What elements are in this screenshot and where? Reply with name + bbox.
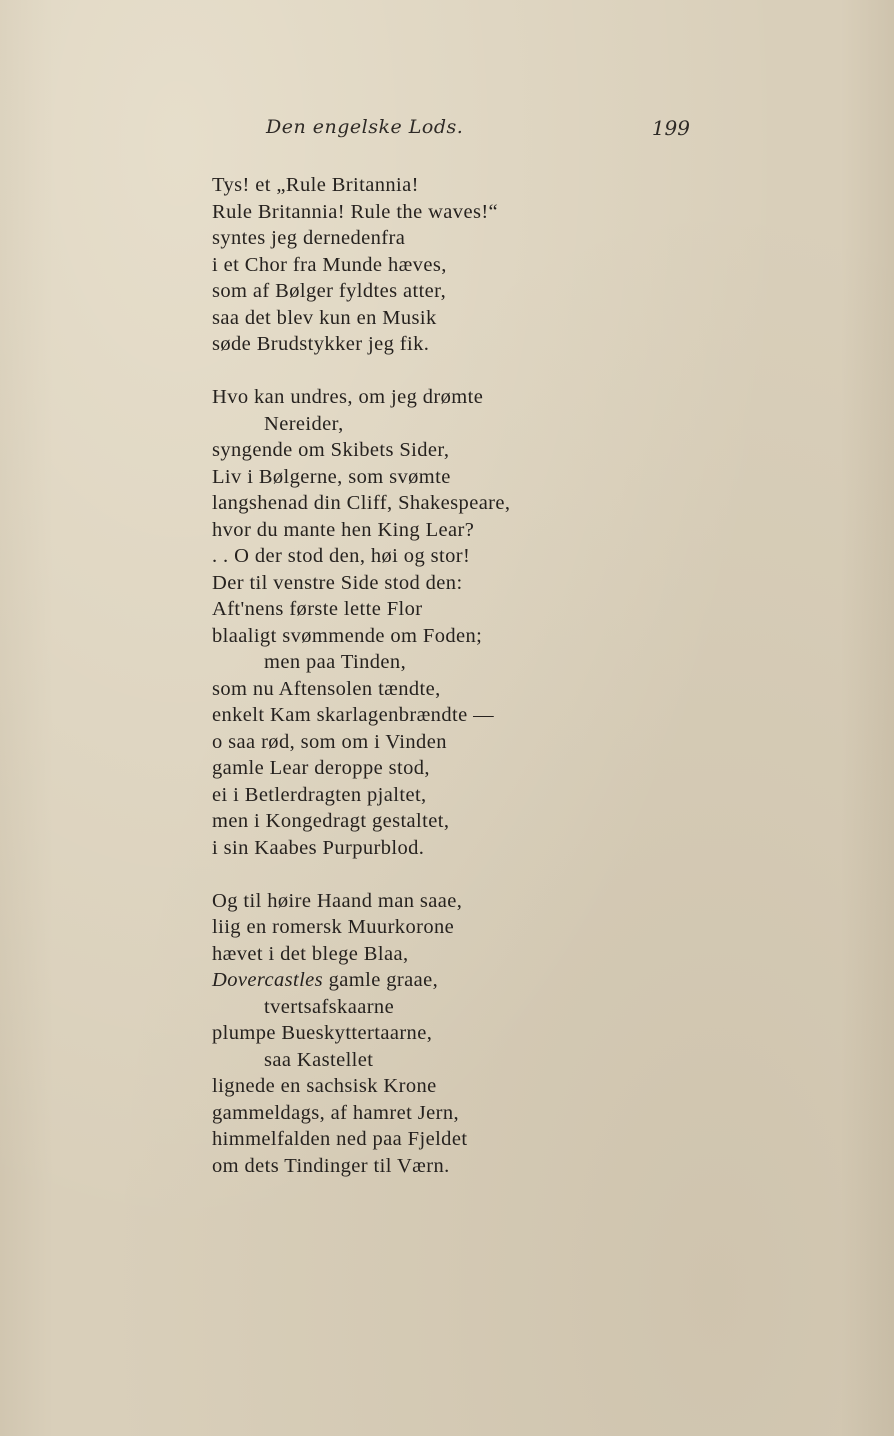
poem-line: saa det blev kun en Musik [212, 306, 437, 329]
poem-line: Rule Britannia! Rule the waves!“ [212, 200, 499, 223]
poem-line: Der til venstre Side stod den: [212, 571, 463, 594]
poem-line: plumpe Bueskyttertaarne, [212, 1022, 433, 1044]
poem-line: enkelt Kam skarlagenbrændte — [212, 704, 495, 726]
poem-line: blaaligt svømmende om Foden; [212, 624, 483, 647]
poem-line: lignede en sachsisk Krone [212, 1075, 437, 1097]
poem-line: gamle Lear deroppe stod, [212, 757, 430, 779]
poem-line: liig en romersk Muurkorone [212, 916, 455, 938]
poem-line: Hvo kan undres, om jeg drømte [212, 386, 484, 408]
poem-line-indented: saa Kastellet [264, 1048, 374, 1071]
poem-body [212, 172, 652, 1206]
poem-line: o saa rød, som om i Vinden [212, 730, 447, 753]
poem-line: Og til høire Haand man saae, [212, 889, 463, 912]
poem-line: syntes jeg dernedenfra [212, 227, 406, 249]
poem-line: Tys! et „Rule Britannia! [212, 174, 419, 196]
poem-line-indented: Nereider, [264, 412, 344, 435]
poem-line: i et Chor fra Munde hæves, [212, 253, 447, 276]
poem-line-indented: men paa Tinden, [264, 651, 407, 673]
stanza-1 [212, 172, 652, 358]
poem-line: . . O der stod den, høi og stor! [212, 545, 471, 567]
poem-line: gammeldags, af hamret Jern, [212, 1101, 460, 1124]
poem-line: som af Bølger fyldtes atter, [212, 280, 447, 302]
poem-line: om dets Tindinger til Værn. [212, 1154, 450, 1177]
poem-line: som nu Aftensolen tændte, [212, 677, 441, 700]
poem-line: Liv i Bølgerne, som svømte [212, 465, 451, 488]
poem-line-rest: gamle graae, [323, 969, 439, 991]
stanza-3 [212, 888, 652, 1180]
poem-line: søde Brudstykker jeg fik. [212, 333, 430, 355]
running-head-title: Den engelske Lods. [266, 116, 464, 138]
poem-line: i sin Kaabes Purpurblod. [212, 836, 425, 859]
stanza-2 [212, 384, 652, 861]
poem-line: langshenad din Cliff, Shakespeare, [212, 492, 511, 514]
poem-line: himmelfalden ned paa Fjeldet [212, 1128, 468, 1150]
poem-line: men i Kongedragt gestaltet, [212, 810, 450, 832]
running-head [266, 116, 690, 146]
poem-line: Aft'nens første lette Flor [212, 598, 423, 620]
poem-line: ei i Betlerdragten pjaltet, [212, 783, 427, 806]
poem-line-indented: tvertsafskaarne [264, 995, 395, 1018]
italic-place-name: Dovercastles [212, 969, 324, 991]
poem-line-mixed [212, 967, 652, 994]
poem-line: hævet i det blege Blaa, [212, 942, 409, 965]
page-number: 199 [651, 116, 690, 140]
poem-line: syngende om Skibets Sider, [212, 439, 450, 461]
poem-line: hvor du mante hen King Lear? [212, 518, 475, 541]
